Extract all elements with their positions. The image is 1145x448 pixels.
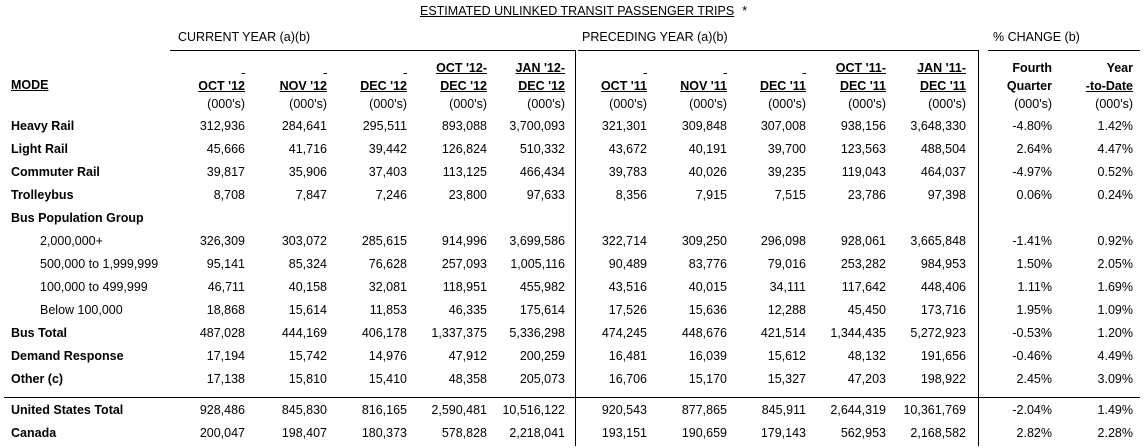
table-cell: 7,515	[774, 187, 806, 202]
table-cell: 8,356	[615, 187, 647, 202]
column-header	[1043, 59, 1133, 113]
table-cell: 914,996	[441, 233, 487, 248]
table-row	[0, 367, 1133, 390]
table-cell: 180,373	[361, 425, 407, 440]
table-cell: -2.04%	[1012, 402, 1052, 417]
row-label: Light Rail	[11, 141, 68, 156]
group-percent-change: % CHANGE (b)	[993, 30, 1080, 44]
table-cell: 444,169	[281, 325, 327, 340]
table-cell: 1.69%	[1097, 279, 1133, 294]
table-cell: 23,800	[448, 187, 487, 202]
table-cell: 7,915	[695, 187, 727, 202]
table-cell	[407, 206, 487, 229]
column-header-line1	[155, 59, 245, 77]
table-cell: 39,700	[767, 141, 806, 156]
column-header-line1: Fourth	[1012, 61, 1052, 75]
table-cell: 45,450	[847, 302, 886, 317]
table-cell: 938,156	[840, 118, 886, 133]
table-cell: 0.52%	[1097, 164, 1133, 179]
table-cell	[327, 206, 407, 229]
table-cell: 510,332	[519, 141, 565, 156]
table-cell: 79,016	[767, 256, 806, 271]
table-cell: 200,259	[519, 348, 565, 363]
table-cell: 34,111	[769, 279, 806, 294]
table-cell: 37,403	[368, 164, 407, 179]
table-cell: 326,309	[199, 233, 245, 248]
table-cell: 2,644,319	[830, 402, 886, 417]
table-cell: 15,810	[288, 371, 327, 386]
table-cell: 39,235	[767, 164, 806, 179]
table-cell: 928,061	[840, 233, 886, 248]
table-cell: 32,081	[368, 279, 407, 294]
table-cell: 95,141	[206, 256, 245, 271]
table-cell: 191,656	[920, 348, 966, 363]
table-cell: 17,138	[206, 371, 245, 386]
column-header-line1: OCT '12-	[436, 61, 487, 75]
column-header-line1	[317, 59, 407, 77]
table-cell: 984,953	[920, 256, 966, 271]
table-cell: 562,953	[840, 425, 886, 440]
table-cell: 47,912	[448, 348, 487, 363]
table-cell: 1,337,375	[431, 325, 487, 340]
column-unit: (000's)	[1095, 97, 1133, 111]
column-header	[317, 59, 407, 113]
table-cell: 45,666	[206, 141, 245, 156]
table-cell: 3,700,093	[509, 118, 565, 133]
table-cell	[245, 206, 327, 229]
table-cell	[487, 206, 565, 229]
table-row	[0, 321, 1133, 344]
row-label: 2,000,000+	[40, 233, 103, 248]
table-row	[0, 206, 1133, 229]
table-cell: 3,665,848	[910, 233, 966, 248]
column-header	[716, 59, 806, 113]
table-cell: 39,442	[368, 141, 407, 156]
column-header-line1: JAN '12-	[515, 61, 565, 75]
row-label: Heavy Rail	[11, 118, 75, 133]
column-header-line1	[716, 59, 806, 77]
table-cell: 816,165	[361, 402, 407, 417]
table-cell: 16,706	[608, 371, 647, 386]
table-row	[0, 114, 1133, 137]
table-cell: 3,648,330	[910, 118, 966, 133]
row-label: Demand Response	[11, 348, 124, 363]
table-cell: 117,642	[841, 279, 886, 294]
table-cell: 39,817	[206, 164, 245, 179]
table-cell: 15,170	[688, 371, 727, 386]
column-header-line2: DEC '11	[919, 79, 966, 93]
table-cell: 2.64%	[1016, 141, 1052, 156]
table-cell: 2.45%	[1016, 371, 1052, 386]
table-cell: 12,288	[767, 302, 806, 317]
table-cell: 198,407	[281, 425, 327, 440]
table-cell: 0.06%	[1016, 187, 1052, 202]
table-cell: 2,168,582	[910, 425, 966, 440]
table-cell: 118,951	[442, 279, 487, 294]
table-cell: 8,708	[213, 187, 245, 202]
column-header-line2: DEC '12	[360, 79, 407, 93]
table-cell: 2,590,481	[431, 402, 487, 417]
table-cell: 0.24%	[1097, 187, 1133, 202]
column-unit: (000's)	[928, 97, 966, 111]
table-cell: 312,936	[199, 118, 245, 133]
table-cell: 15,612	[767, 348, 806, 363]
table-cell: 14,976	[368, 348, 407, 363]
column-unit: (000's)	[449, 97, 487, 111]
group-rule-preceding	[578, 50, 978, 51]
table-cell: 448,406	[920, 279, 966, 294]
table-cell: 1,005,116	[510, 256, 565, 271]
table-cell: 179,143	[760, 425, 806, 440]
column-header-line1	[637, 59, 727, 77]
table-cell: 1.50%	[1016, 256, 1052, 271]
table-cell: 190,659	[681, 425, 727, 440]
table-cell: 488,504	[920, 141, 966, 156]
row-label: 500,000 to 1,999,999	[40, 256, 159, 271]
table-cell: 2.28%	[1097, 425, 1133, 440]
table-cell: 1.49%	[1097, 402, 1133, 417]
column-header	[557, 59, 647, 113]
column-header-line2: DEC '12	[518, 79, 565, 93]
table-cell: 15,636	[688, 302, 727, 317]
table-cell: 15,614	[288, 302, 327, 317]
table-cell: 7,847	[295, 187, 327, 202]
column-header	[475, 59, 565, 113]
table-cell: 83,776	[688, 256, 727, 271]
table-cell: 406,178	[361, 325, 407, 340]
table-cell: 17,194	[206, 348, 245, 363]
table-cell: 15,742	[288, 348, 327, 363]
column-header-line2: OCT '12	[198, 79, 245, 93]
table-cell	[647, 206, 727, 229]
table-row	[0, 229, 1133, 252]
table-cell: 205,073	[519, 371, 565, 386]
column-unit: (000's)	[527, 97, 565, 111]
table-cell: 296,098	[760, 233, 806, 248]
table-cell: -0.46%	[1012, 348, 1052, 363]
table-cell: 47,203	[847, 371, 886, 386]
table-cell: 321,301	[601, 118, 647, 133]
table-cell: 10,361,769	[903, 402, 966, 417]
column-unit: (000's)	[609, 97, 647, 111]
table-cell: 76,628	[368, 256, 407, 271]
table-cell: -4.97%	[1012, 164, 1052, 179]
title-footnote-mark: *	[742, 4, 748, 18]
table-cell: 253,282	[840, 256, 886, 271]
table-cell: 877,865	[681, 402, 727, 417]
table-row	[0, 398, 1133, 421]
table-cell: 257,093	[441, 256, 487, 271]
group-preceding-year: PRECEDING YEAR (a)(b)	[582, 30, 728, 44]
table-cell: 15,410	[368, 371, 407, 386]
table-cell: 845,830	[281, 402, 327, 417]
table-cell: 35,906	[288, 164, 327, 179]
table-cell: 48,358	[448, 371, 487, 386]
table-cell: -0.53%	[1012, 325, 1052, 340]
row-label: Below 100,000	[40, 302, 123, 317]
table-cell: 97,633	[526, 187, 565, 202]
table-cell: 303,072	[281, 233, 327, 248]
row-label: Other (c)	[11, 371, 64, 386]
table-cell: 845,911	[761, 402, 806, 417]
table-cell: 1.20%	[1097, 325, 1133, 340]
column-header-line1: JAN '11-	[917, 61, 966, 75]
table-cell: 46,711	[207, 279, 245, 294]
table-cell: 285,615	[361, 233, 407, 248]
table-cell: 41,716	[288, 141, 327, 156]
table-cell: 309,848	[681, 118, 727, 133]
column-header-line1: Year	[1106, 61, 1133, 75]
table-cell: 309,250	[681, 233, 727, 248]
table-cell: 46,335	[448, 302, 487, 317]
table-cell: 200,047	[199, 425, 245, 440]
table-cell: 5,272,923	[910, 325, 966, 340]
table-cell: 893,088	[441, 118, 487, 133]
table-cell: 307,008	[760, 118, 806, 133]
table-cell: 40,026	[688, 164, 727, 179]
table-cell: 43,672	[608, 141, 647, 156]
column-header-line1	[237, 59, 327, 77]
total-separator-rule	[4, 397, 1140, 398]
table-cell: 175,614	[519, 302, 565, 317]
table-cell: 928,486	[199, 402, 245, 417]
group-current-year: CURRENT YEAR (a)(b)	[178, 30, 311, 44]
table-cell	[886, 206, 966, 229]
column-unit: (000's)	[848, 97, 886, 111]
table-row	[0, 252, 1133, 275]
table-cell: 15,327	[767, 371, 806, 386]
table-cell: 455,982	[519, 279, 565, 294]
column-header	[397, 59, 487, 113]
table-row	[0, 298, 1133, 321]
table-cell: 11,853	[369, 302, 407, 317]
table-cell: 4.49%	[1097, 348, 1133, 363]
table-cell: -4.80%	[1012, 118, 1052, 133]
table-cell: 123,563	[840, 141, 886, 156]
table-cell: 3,699,586	[509, 233, 565, 248]
table-cell: 23,786	[847, 187, 886, 202]
column-header	[796, 59, 886, 113]
row-label: Trolleybus	[11, 187, 74, 202]
column-header-line2: Quarter	[1006, 79, 1052, 93]
table-cell: 17,526	[608, 302, 647, 317]
table-cell: 198,922	[920, 371, 966, 386]
column-header-line2: DEC '11	[839, 79, 886, 93]
table-cell	[565, 206, 647, 229]
table-row	[0, 344, 1133, 367]
row-label: Bus Total	[11, 325, 68, 340]
column-header	[876, 59, 966, 113]
column-header	[237, 59, 327, 113]
table-cell: 2.05%	[1097, 256, 1133, 271]
table-cell: 578,828	[441, 425, 487, 440]
table-cell: 284,641	[281, 118, 327, 133]
table-cell: 920,543	[601, 402, 647, 417]
table-cell: 85,324	[288, 256, 327, 271]
column-header	[155, 59, 245, 113]
column-header-line2: OCT '11	[600, 79, 647, 93]
group-rule-change	[988, 50, 1140, 51]
table-cell: 464,037	[920, 164, 966, 179]
column-unit: (000's)	[207, 97, 245, 111]
table-cell: 1,344,435	[830, 325, 886, 340]
table-cell: 39,783	[608, 164, 647, 179]
table-row	[0, 137, 1133, 160]
table-cell: 295,511	[362, 118, 407, 133]
table-cell: 16,039	[688, 348, 727, 363]
table-row	[0, 421, 1133, 444]
column-unit: (000's)	[289, 97, 327, 111]
column-header-line2: DEC '11	[759, 79, 806, 93]
table-cell: 126,824	[441, 141, 487, 156]
table-cell	[727, 206, 806, 229]
table-cell: 119,043	[841, 164, 886, 179]
table-cell: 97,398	[927, 187, 966, 202]
table-cell: 40,191	[688, 141, 727, 156]
table-cell: 3.09%	[1097, 371, 1133, 386]
table-cell: 10,516,122	[502, 402, 565, 417]
column-header-line2: DEC '12	[440, 79, 487, 93]
table-row	[0, 160, 1133, 183]
table-cell: 4.47%	[1097, 141, 1133, 156]
table-cell	[1052, 206, 1133, 229]
table-cell: 474,245	[601, 325, 647, 340]
table-cell: 466,434	[519, 164, 565, 179]
mode-column-header: MODE	[11, 78, 49, 92]
row-label: United States Total	[11, 402, 124, 417]
table-cell: 40,158	[288, 279, 327, 294]
table-cell: 18,868	[206, 302, 245, 317]
report-title-text: ESTIMATED UNLINKED TRANSIT PASSENGER TRIPS	[420, 4, 735, 18]
table-cell: 43,516	[608, 279, 647, 294]
column-header-line1: OCT '11-	[835, 61, 886, 75]
table-cell: 2.82%	[1016, 425, 1052, 440]
table-row	[0, 275, 1133, 298]
table-cell: 16,481	[608, 348, 647, 363]
table-cell: 40,015	[688, 279, 727, 294]
table-cell	[170, 206, 245, 229]
report-title	[420, 4, 747, 18]
column-unit: (000's)	[1014, 97, 1052, 111]
table-cell: 448,676	[681, 325, 727, 340]
column-header-line1	[557, 59, 647, 77]
table-cell: 1.95%	[1016, 302, 1052, 317]
trips-table	[0, 114, 1133, 444]
table-cell	[966, 206, 1052, 229]
column-unit: (000's)	[768, 97, 806, 111]
row-label: 100,000 to 499,999	[40, 279, 148, 294]
table-cell: 1.09%	[1097, 302, 1133, 317]
table-cell: 48,132	[847, 348, 886, 363]
table-cell: -1.41%	[1012, 233, 1052, 248]
row-label: Canada	[11, 425, 57, 440]
column-header-line2: NOV '11	[680, 79, 727, 93]
table-cell: 2,218,041	[509, 425, 565, 440]
row-label: Bus Population Group	[11, 210, 144, 225]
column-unit: (000's)	[369, 97, 407, 111]
table-cell: 113,125	[442, 164, 487, 179]
table-cell: 7,246	[375, 187, 407, 202]
column-header-line2: -to-Date	[1085, 79, 1133, 93]
table-cell: 5,336,298	[509, 325, 565, 340]
table-cell	[806, 206, 886, 229]
table-row	[0, 183, 1133, 206]
row-label: Commuter Rail	[11, 164, 100, 179]
table-cell: 322,714	[601, 233, 647, 248]
group-rule-current	[170, 50, 575, 51]
table-cell: 1.11%	[1017, 279, 1052, 294]
table-cell: 0.92%	[1097, 233, 1133, 248]
table-cell: 1.42%	[1097, 118, 1133, 133]
column-header	[637, 59, 727, 113]
table-cell: 487,028	[199, 325, 245, 340]
column-header	[962, 59, 1052, 113]
table-cell: 173,716	[920, 302, 966, 317]
table-cell: 421,514	[760, 325, 806, 340]
table-cell: 193,151	[601, 425, 647, 440]
table-cell: 90,489	[608, 256, 647, 271]
column-header-line2: NOV '12	[279, 79, 327, 93]
column-unit: (000's)	[689, 97, 727, 111]
